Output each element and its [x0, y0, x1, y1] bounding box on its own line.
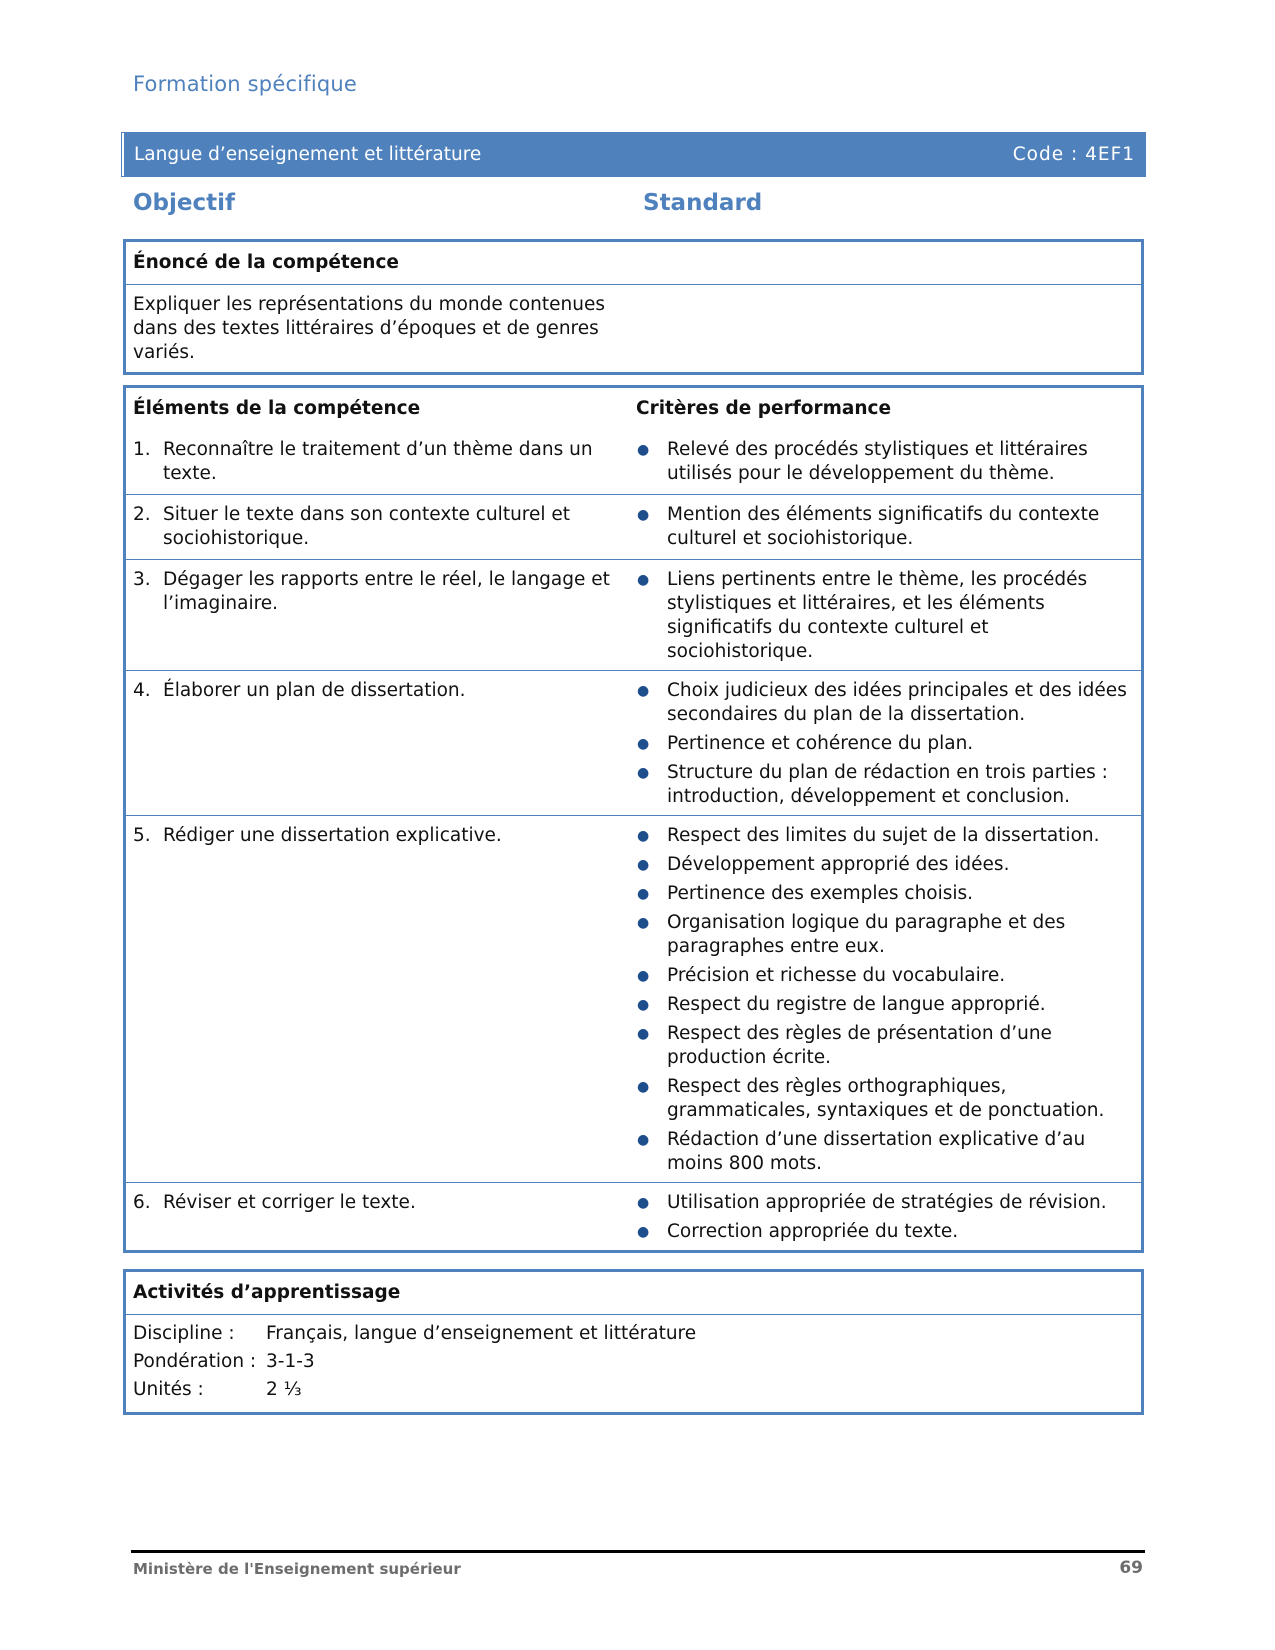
bullet-icon: ●	[637, 968, 650, 984]
activite-line	[133, 1320, 696, 1348]
activite-label: Pondération :	[133, 1351, 257, 1372]
criteria-cell	[636, 495, 1141, 559]
activite-label: Discipline :	[133, 1323, 235, 1344]
footer-ministry: Ministère de l'Enseignement supérieur	[133, 1560, 461, 1578]
element-cell	[126, 671, 636, 815]
criteria-item	[636, 1128, 1135, 1176]
criteria-item	[636, 993, 1135, 1017]
element-cell	[126, 430, 636, 494]
bullet-icon: ●	[637, 828, 650, 844]
table-row	[126, 430, 1141, 494]
criteria-cell	[636, 1183, 1141, 1250]
activite-label: Unités :	[133, 1379, 204, 1400]
course-code: Code : 4EF1	[1012, 144, 1135, 165]
course-subject: Langue d’enseignement et littérature	[134, 144, 482, 165]
activites-body	[126, 1315, 703, 1412]
bullet-icon: ●	[637, 442, 650, 458]
criteria-list	[636, 568, 1135, 664]
element-rows	[126, 430, 1141, 1250]
criteria-text: Respect des règles de présentation d’une production écrite.	[667, 1023, 1052, 1068]
criteria-text: Correction appropriée du texte.	[667, 1221, 959, 1242]
element-number: 2.	[133, 504, 151, 525]
activite-value: 3-1-3	[266, 1351, 315, 1372]
element-number: 3.	[133, 569, 151, 590]
criteria-item	[636, 1022, 1135, 1070]
bullet-icon: ●	[637, 507, 650, 523]
criteria-item	[636, 679, 1135, 727]
element-cell	[126, 495, 636, 559]
elements-criteria-table	[123, 385, 1144, 1253]
criteria-text: Pertinence et cohérence du plan.	[667, 733, 974, 754]
criteria-text: Mention des éléments significatifs du contexte culturel et sociohistorique.	[667, 504, 1100, 549]
bullet-icon: ●	[637, 683, 650, 699]
criteria-text: Organisation logique du paragraphe et des paragraphes entre eux.	[667, 912, 1066, 957]
element-cell	[126, 816, 636, 1182]
criteria-item	[636, 732, 1135, 756]
bullet-icon: ●	[637, 1224, 650, 1240]
bullet-icon: ●	[637, 1026, 650, 1042]
table-row	[126, 670, 1141, 815]
bullet-icon: ●	[637, 1195, 650, 1211]
activite-line	[133, 1348, 696, 1376]
table-row	[126, 815, 1141, 1182]
activite-value: 2 ⅓	[266, 1379, 302, 1400]
bullet-icon: ●	[637, 1079, 650, 1095]
activite-value: Français, langue d’enseignement et littérature	[266, 1323, 697, 1344]
standard-heading: Standard	[643, 190, 763, 216]
section-title: Formation spécifique	[133, 72, 358, 96]
bullet-icon: ●	[637, 886, 650, 902]
criteria-text: Respect des règles orthographiques, grammaticales, syntaxiques et de ponctuation.	[667, 1076, 1105, 1121]
bullet-icon: ●	[637, 997, 650, 1013]
element-text: Élaborer un plan de dissertation.	[163, 680, 466, 701]
activites-heading: Activités d’apprentissage	[133, 1282, 401, 1303]
criteria-text: Respect du registre de langue approprié.	[667, 994, 1046, 1015]
criteria-item	[636, 911, 1135, 959]
criteria-cell	[636, 671, 1141, 815]
criteria-item	[636, 1075, 1135, 1123]
page-number: 69	[1119, 1558, 1143, 1578]
activites-table	[123, 1269, 1144, 1415]
criteria-cell	[636, 430, 1141, 494]
bullet-icon: ●	[637, 1132, 650, 1148]
element-text: Rédiger une dissertation explicative.	[163, 825, 502, 846]
element-cell	[126, 1183, 636, 1250]
elements-header-row	[126, 388, 1141, 430]
element-text: Situer le texte dans son contexte culturel et sociohistorique.	[163, 504, 571, 549]
enonce-table	[123, 239, 1144, 375]
criteria-text: Développement approprié des idées.	[667, 854, 1010, 875]
criteria-text: Pertinence des exemples choisis.	[667, 883, 974, 904]
table-row	[126, 1182, 1141, 1250]
criteria-list	[636, 1191, 1135, 1244]
course-banner	[122, 133, 1145, 176]
element-item	[133, 438, 629, 486]
enonce-text: Expliquer les représentations du monde contenues dans des textes littéraires d’époques et de genres variés.	[133, 294, 605, 363]
criteria-item	[636, 1191, 1135, 1215]
enonce-header-row	[126, 242, 1141, 284]
criteria-heading: Critères de performance	[636, 398, 892, 419]
criteria-item	[636, 882, 1135, 906]
bullet-icon: ●	[637, 736, 650, 752]
criteria-item	[636, 761, 1135, 809]
bullet-icon: ●	[637, 572, 650, 588]
criteria-text: Liens pertinents entre le thème, les procédés stylistiques et littéraires, et les éléments significatifs du contexte culturel et sociohistorique.	[667, 569, 1088, 662]
footer-divider	[131, 1550, 1145, 1553]
criteria-text: Rédaction d’une dissertation explicative d’au moins 800 mots.	[667, 1129, 1086, 1174]
criteria-list	[636, 679, 1135, 809]
criteria-text: Structure du plan de rédaction en trois parties : introduction, développement et conclusion.	[667, 762, 1108, 807]
bullet-icon: ●	[637, 857, 650, 873]
criteria-text: Respect des limites du sujet de la dissertation.	[667, 825, 1100, 846]
element-item	[133, 824, 629, 848]
criteria-item	[636, 964, 1135, 988]
criteria-item	[636, 1220, 1135, 1244]
table-row	[126, 559, 1141, 670]
criteria-cell	[636, 816, 1141, 1182]
element-item	[133, 679, 629, 703]
criteria-list	[636, 438, 1135, 486]
criteria-cell	[636, 560, 1141, 670]
bullet-icon: ●	[637, 915, 650, 931]
elements-heading: Éléments de la compétence	[133, 398, 421, 419]
criteria-item	[636, 824, 1135, 848]
element-item	[133, 568, 629, 616]
criteria-text: Précision et richesse du vocabulaire.	[667, 965, 1006, 986]
criteria-list	[636, 503, 1135, 551]
activites-header-row	[126, 1272, 1141, 1314]
element-number: 1.	[133, 439, 151, 460]
activite-line	[133, 1376, 696, 1404]
criteria-text: Relevé des procédés stylistiques et littéraires utilisés pour le développement du thème.	[667, 439, 1088, 484]
criteria-item	[636, 853, 1135, 877]
enonce-body-row	[126, 284, 1141, 372]
bullet-icon: ●	[637, 765, 650, 781]
element-item	[133, 503, 629, 551]
element-text: Reconnaître le traitement d’un thème dans un texte.	[163, 439, 593, 484]
element-number: 6.	[133, 1192, 151, 1213]
column-headings	[133, 190, 1143, 224]
criteria-text: Utilisation appropriée de stratégies de révision.	[667, 1192, 1107, 1213]
table-row	[126, 494, 1141, 559]
element-item	[133, 1191, 629, 1215]
element-cell	[126, 560, 636, 670]
objective-heading: Objectif	[133, 190, 236, 216]
criteria-item	[636, 568, 1135, 664]
element-number: 5.	[133, 825, 151, 846]
criteria-item	[636, 438, 1135, 486]
activites-body-row	[126, 1314, 1141, 1412]
element-number: 4.	[133, 680, 151, 701]
criteria-item	[636, 503, 1135, 551]
enonce-heading: Énoncé de la compétence	[133, 252, 399, 273]
criteria-list	[636, 824, 1135, 1176]
criteria-text: Choix judicieux des idées principales et des idées secondaires du plan de la dissertation.	[667, 680, 1127, 725]
element-text: Réviser et corriger le texte.	[163, 1192, 416, 1213]
element-text: Dégager les rapports entre le réel, le langage et l’imaginaire.	[163, 569, 610, 614]
